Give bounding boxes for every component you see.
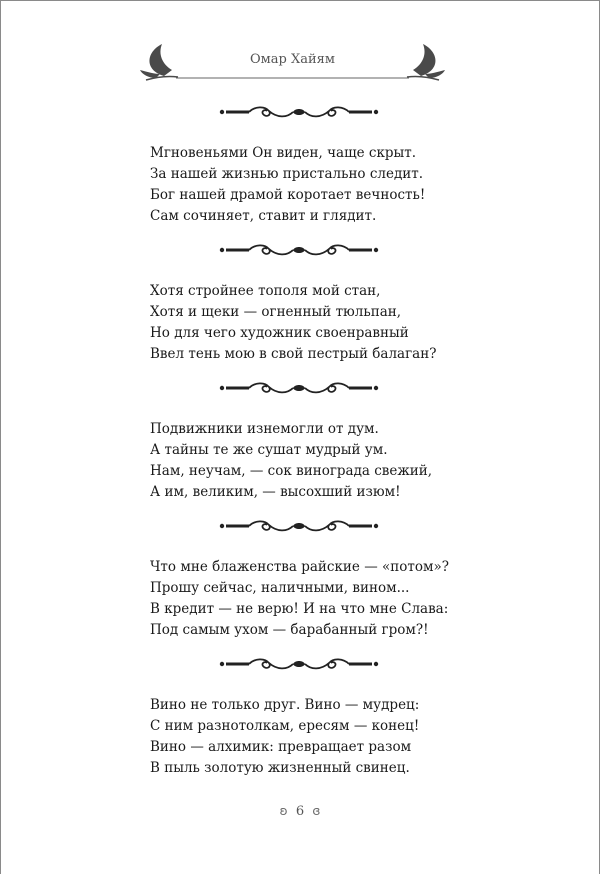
scroll-ornament-icon [219,242,379,258]
verse-line: Вино не только друг. Вино — мудрец: [150,697,420,713]
scroll-ornament-icon [219,518,379,534]
stanza-4 [150,557,450,641]
stanza-2 [150,281,450,365]
verse-line: А тайны те же сушат мудрый ум. [150,442,388,458]
verse-line: Вино — алхимик: превращает разом [150,739,412,755]
verse-line: Хотя стройнее тополя мой стан, [150,283,381,299]
left-ornament-icon: ʚ [279,804,288,818]
verse-line: Ввел тень мою в свой пестрый балаган? [150,346,437,362]
verse-line: Что мне блаженства райские — «потом»? [150,559,449,575]
verse-line: Но для чего художник своенравный [150,325,409,341]
verse-line: В кредит — не верю! И на что мне Слава: [150,601,449,617]
verse-line: Хотя и щеки — огненный тюльпан, [150,304,402,320]
verse-line: Мгновеньями Он виден, чаще скрыт. [150,145,417,161]
page-number: 6 [295,804,305,819]
scroll-ornament-icon [219,656,379,672]
running-header [140,40,445,85]
verse-line: Бог нашей драмой коротает вечность! [150,187,426,203]
verse-line: Нам, неучам, — сок винограда свежий, [150,463,433,479]
verse-line: С ним разнотолкам, ересям — конец! [150,718,420,734]
page-footer [0,804,600,819]
verse-line: Сам сочиняет, ставит и глядит. [150,208,377,224]
scroll-ornament-icon [219,104,379,120]
verse-line: Под самым ухом — барабанный гром?! [150,622,429,638]
verse-line: Подвижники изнемогли от дум. [150,421,379,437]
verse-line: А им, великим, — высохший изюм! [150,484,401,500]
book-author-title: Омар Хайям [250,52,335,67]
verse-line: Прошу сейчас, наличными, вином... [150,580,410,596]
stanza-3 [150,419,450,503]
right-ornament-icon: ɞ [312,804,321,818]
verse-line: За нашей жизнью пристально следит. [150,166,424,182]
stanza-1 [150,143,450,227]
stanza-5 [150,695,450,779]
verse-line: В пыль золотую жизненный свинец. [150,760,410,776]
scroll-ornament-icon [219,380,379,396]
